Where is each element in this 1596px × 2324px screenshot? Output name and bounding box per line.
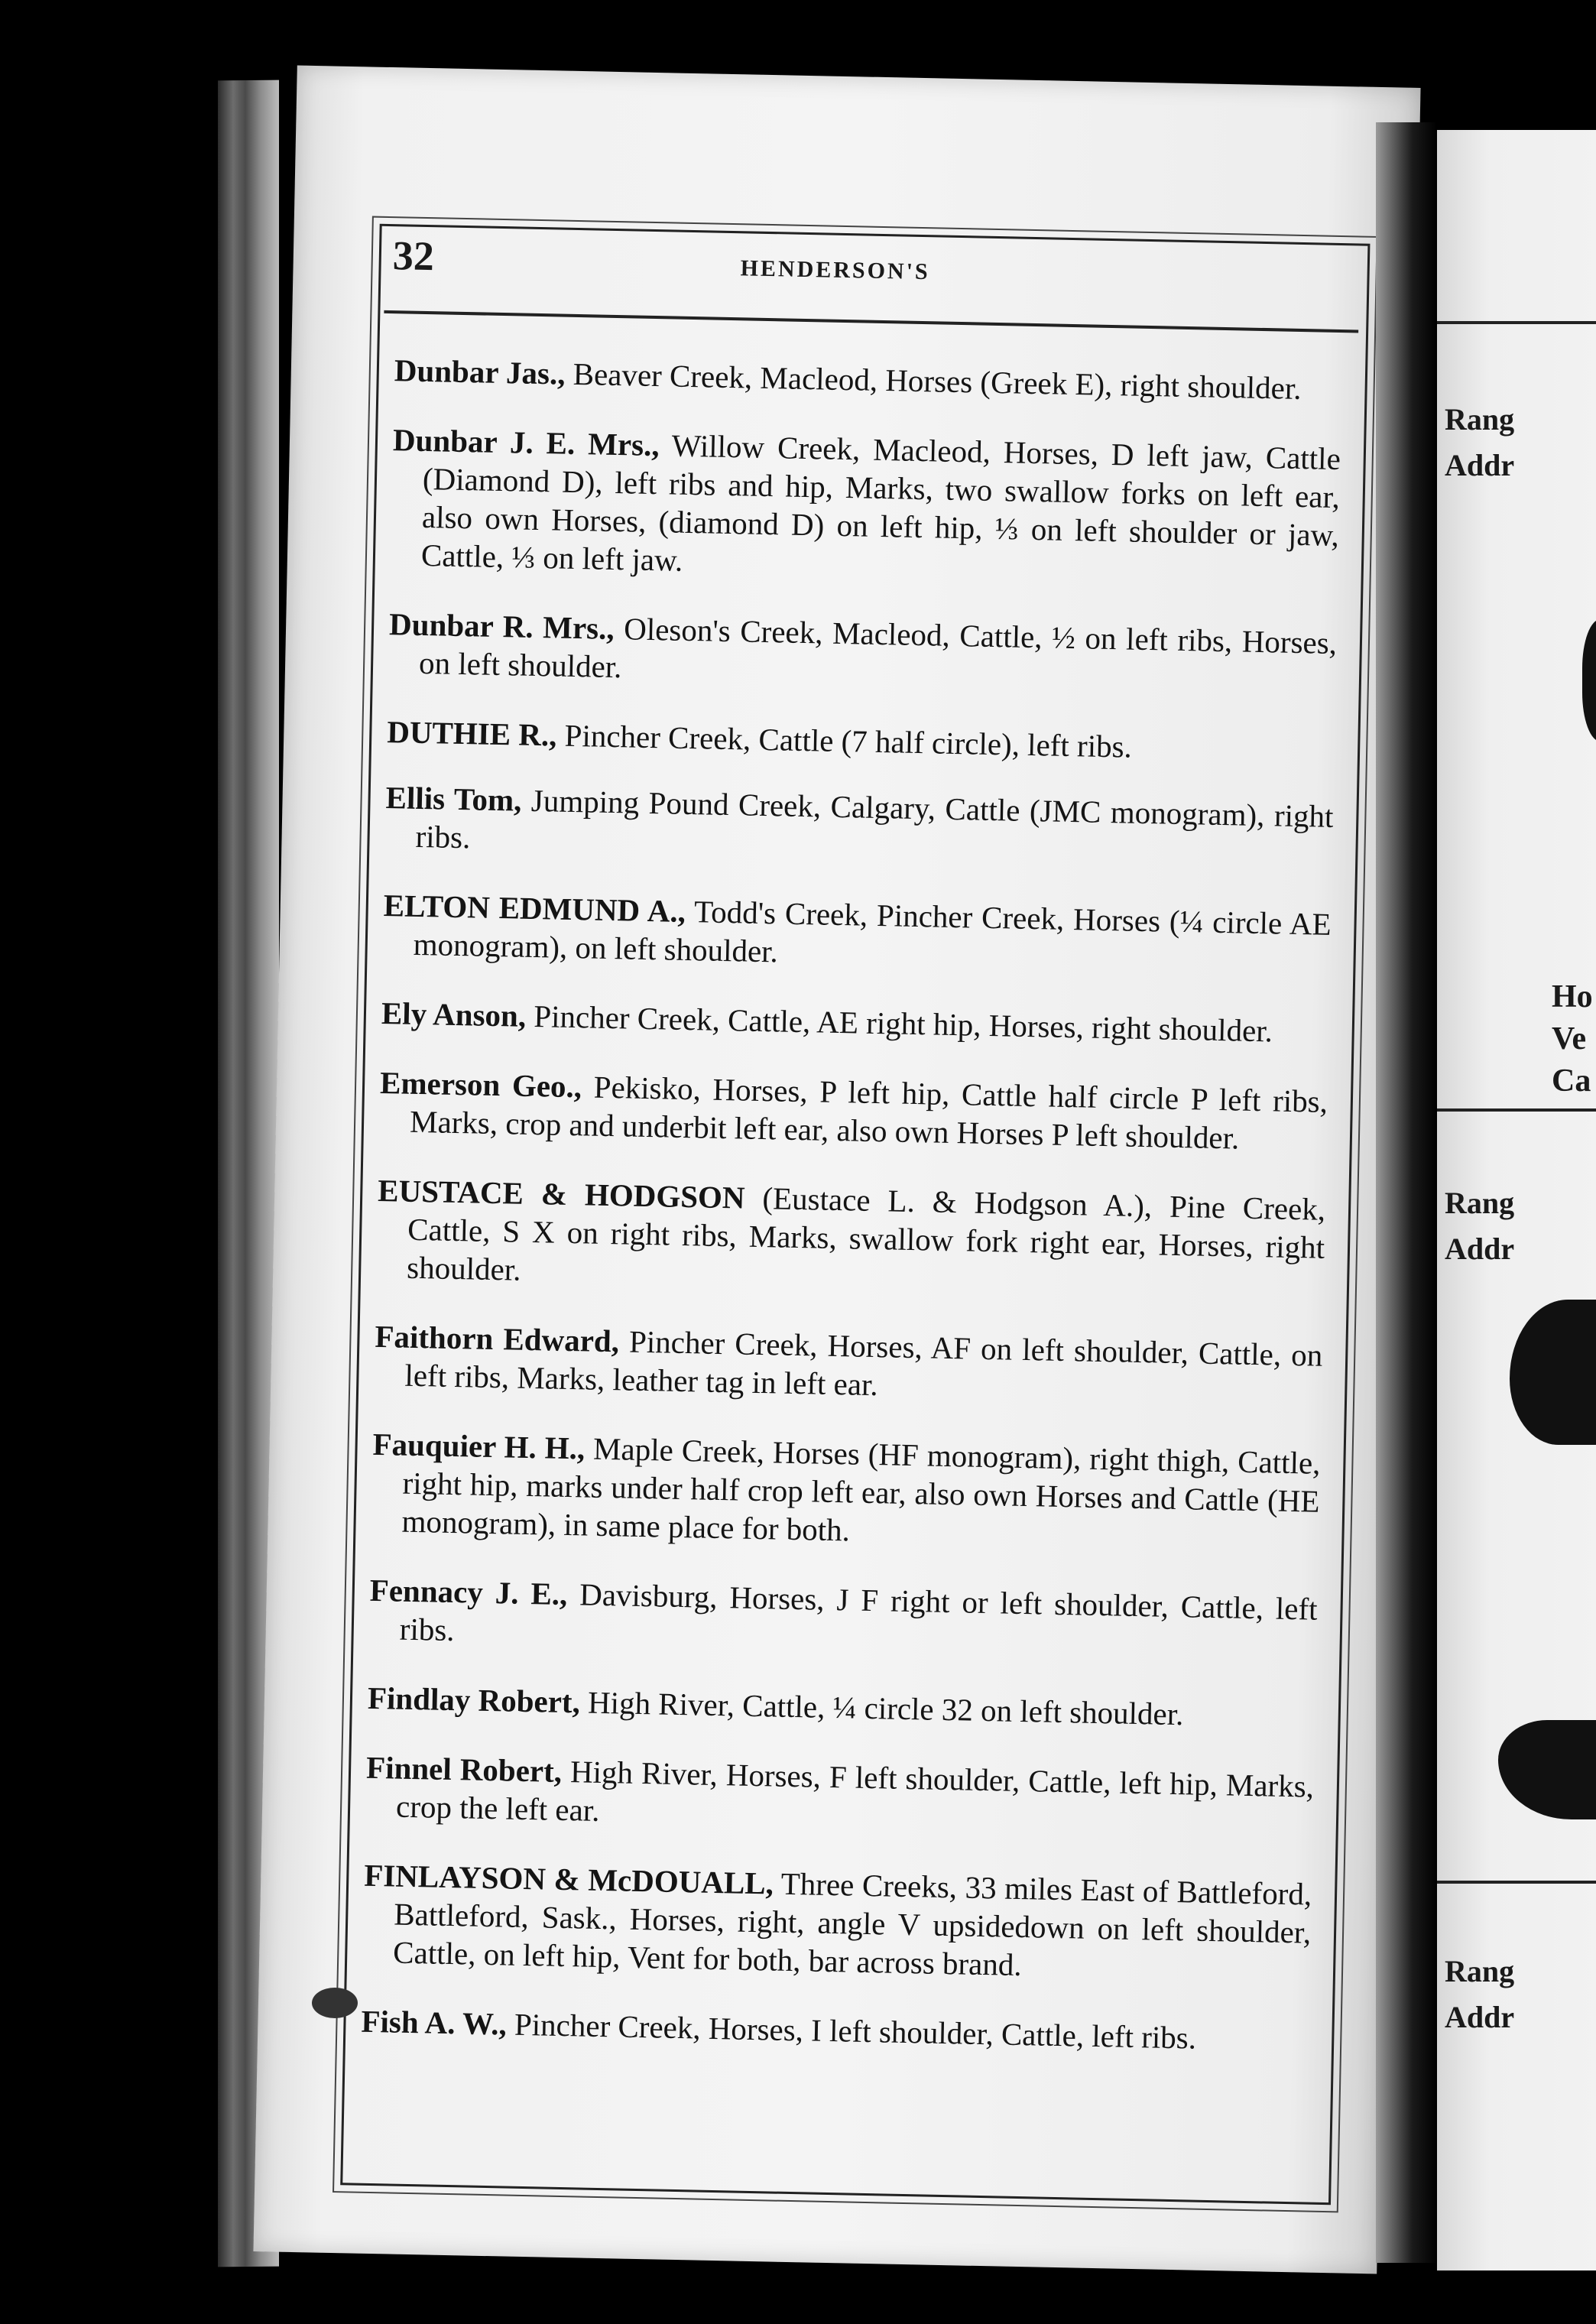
entry-body: Oleson's Creek, Macleod, Cattle, ½ on left ribs, Horses, on left shoulder. — [418, 611, 1338, 685]
directory-entry — [361, 2002, 1309, 2059]
directory-entry — [391, 420, 1341, 592]
directory-entry — [382, 886, 1332, 982]
right-page-text: Addr — [1445, 448, 1515, 482]
animal-illustration — [1498, 1720, 1596, 1819]
right-page-text: Ve — [1552, 1021, 1587, 1057]
brand-illustration — [1582, 619, 1596, 742]
book-gutter — [1376, 122, 1437, 2263]
entry-name: DUTHIE R., — [386, 714, 557, 753]
directory-entry — [362, 1856, 1312, 1990]
entry-body: Maple Creek, Horses (HF monogram), right thigh, Cattle, right hip, marks under half crop left ear, also own Horses and Cattle (HE monogram), in same place for both. — [401, 1430, 1321, 1548]
entry-body: Willow Creek, Macleod, Horses, D left jaw, Cattle (Diamond D), left ribs and hip, Marks, two swallow forks on left ear, also own Horses, (diamond D) on left hip, ⅓ on left shoulder or jaw, Cattle, ⅓ on left jaw. — [420, 427, 1341, 578]
entry-name: Dunbar Jas., — [394, 352, 566, 391]
entry-name: Emerson Geo., — [379, 1064, 582, 1105]
right-page-text: Addr — [1445, 1232, 1515, 1266]
entry-body: Pincher Creek, Horses, AF on left shoulder, Cattle, on left ribs, Marks, leather tag in left ear. — [404, 1323, 1323, 1403]
entry-body: Beaver Creek, Macleod, Horses (Greek E), right shoulder. — [565, 355, 1302, 406]
right-page-fragment — [1437, 130, 1596, 2270]
entry-name: Fauquier H. H., — [372, 1426, 586, 1466]
directory-entry — [365, 1748, 1315, 1844]
directory-entry — [394, 351, 1342, 408]
entry-body: (Eustace L. & Hodgson A.), Pine Creek, Cattle, S X on right ribs, Marks, swallow fork right ear, Horses, right shoulder. — [406, 1180, 1326, 1287]
directory-entry — [384, 778, 1334, 874]
page-number: 32 — [392, 232, 435, 280]
directory-entry — [387, 712, 1335, 770]
horse-head-illustration — [1510, 1300, 1596, 1445]
entry-name: ELTON EDMUND A., — [383, 888, 686, 929]
right-page-text: Addr — [1445, 2000, 1515, 2034]
directory-entry — [371, 1425, 1321, 1559]
directory-entry — [368, 1679, 1316, 1736]
entry-name: Faithorn Edward, — [375, 1318, 620, 1359]
directory-entry — [376, 1171, 1326, 1305]
entry-name: Finnel Robert, — [365, 1749, 563, 1789]
entry-body: High River, Horses, F left shoulder, Cattle, left hip, Marks, crop the left ear. — [395, 1753, 1315, 1828]
entry-name: FINLAYSON & McDOUALL, — [363, 1857, 774, 1901]
directory-entries — [361, 320, 1343, 2069]
entry-name: Ely Anson, — [381, 995, 527, 1034]
entry-name: Dunbar R. Mrs., — [388, 606, 615, 647]
entry-body: Pekisko, Horses, P left hip, Cattle half circle P left ribs, Marks, crop and underbit left ear, also own Horses P left shoulder. — [409, 1069, 1328, 1156]
right-page-rule — [1437, 321, 1596, 324]
directory-entry — [388, 605, 1338, 700]
entry-name: Findlay Robert, — [367, 1680, 581, 1720]
entry-body: Davisburg, Horses, J F right or left shoulder, Cattle, left ribs. — [399, 1576, 1319, 1648]
right-page-rule — [1437, 1108, 1596, 1112]
right-page-text: Ho — [1552, 979, 1593, 1014]
right-page-text: Rang — [1445, 1186, 1515, 1220]
entry-body: Pincher Creek, Cattle, AE right hip, Horses, right shoulder. — [525, 998, 1273, 1049]
entry-body: Jumping Pound Creek, Calgary, Cattle (JMC monogram), right ribs. — [415, 782, 1334, 855]
entry-body: Pincher Creek, Horses, I left shoulder, Cattle, left ribs. — [506, 2006, 1197, 2056]
entry-name: Dunbar J. E. Mrs., — [392, 422, 660, 463]
directory-entry — [368, 1571, 1318, 1667]
running-head: HENDERSON'S — [740, 255, 930, 285]
directory-entry — [381, 994, 1329, 1051]
directory-entry — [374, 1317, 1323, 1413]
right-page-text: Rang — [1445, 402, 1515, 437]
entry-body: Todd's Creek, Pincher Creek, Horses (¼ circle AE monogram), on left shoulder. — [413, 893, 1332, 969]
entry-name: Fennacy J. E., — [369, 1572, 568, 1612]
right-page-rule — [1437, 1881, 1596, 1884]
entry-body: Pincher Creek, Cattle (7 half circle), left ribs. — [556, 717, 1133, 764]
ink-blot — [312, 1988, 358, 2018]
entry-name: Ellis Tom, — [385, 780, 522, 818]
entry-name: EUSTACE & HODGSON — [377, 1172, 745, 1216]
left-page — [253, 66, 1420, 2274]
right-page-text: Ca — [1552, 1063, 1591, 1099]
entry-body: High River, Cattle, ¼ circle 32 on left shoulder. — [579, 1684, 1184, 1732]
directory-entry — [379, 1063, 1328, 1159]
entry-name: Fish A. W., — [361, 2003, 508, 2042]
right-page-text: Rang — [1445, 1954, 1515, 1988]
entry-body: Three Creeks, 33 miles East of Battleford, Battleford, Sask., Horses, right, angle V upsidedown on left shoulder, Cattle, on left hip, Vent for both, bar across brand. — [392, 1865, 1312, 1983]
